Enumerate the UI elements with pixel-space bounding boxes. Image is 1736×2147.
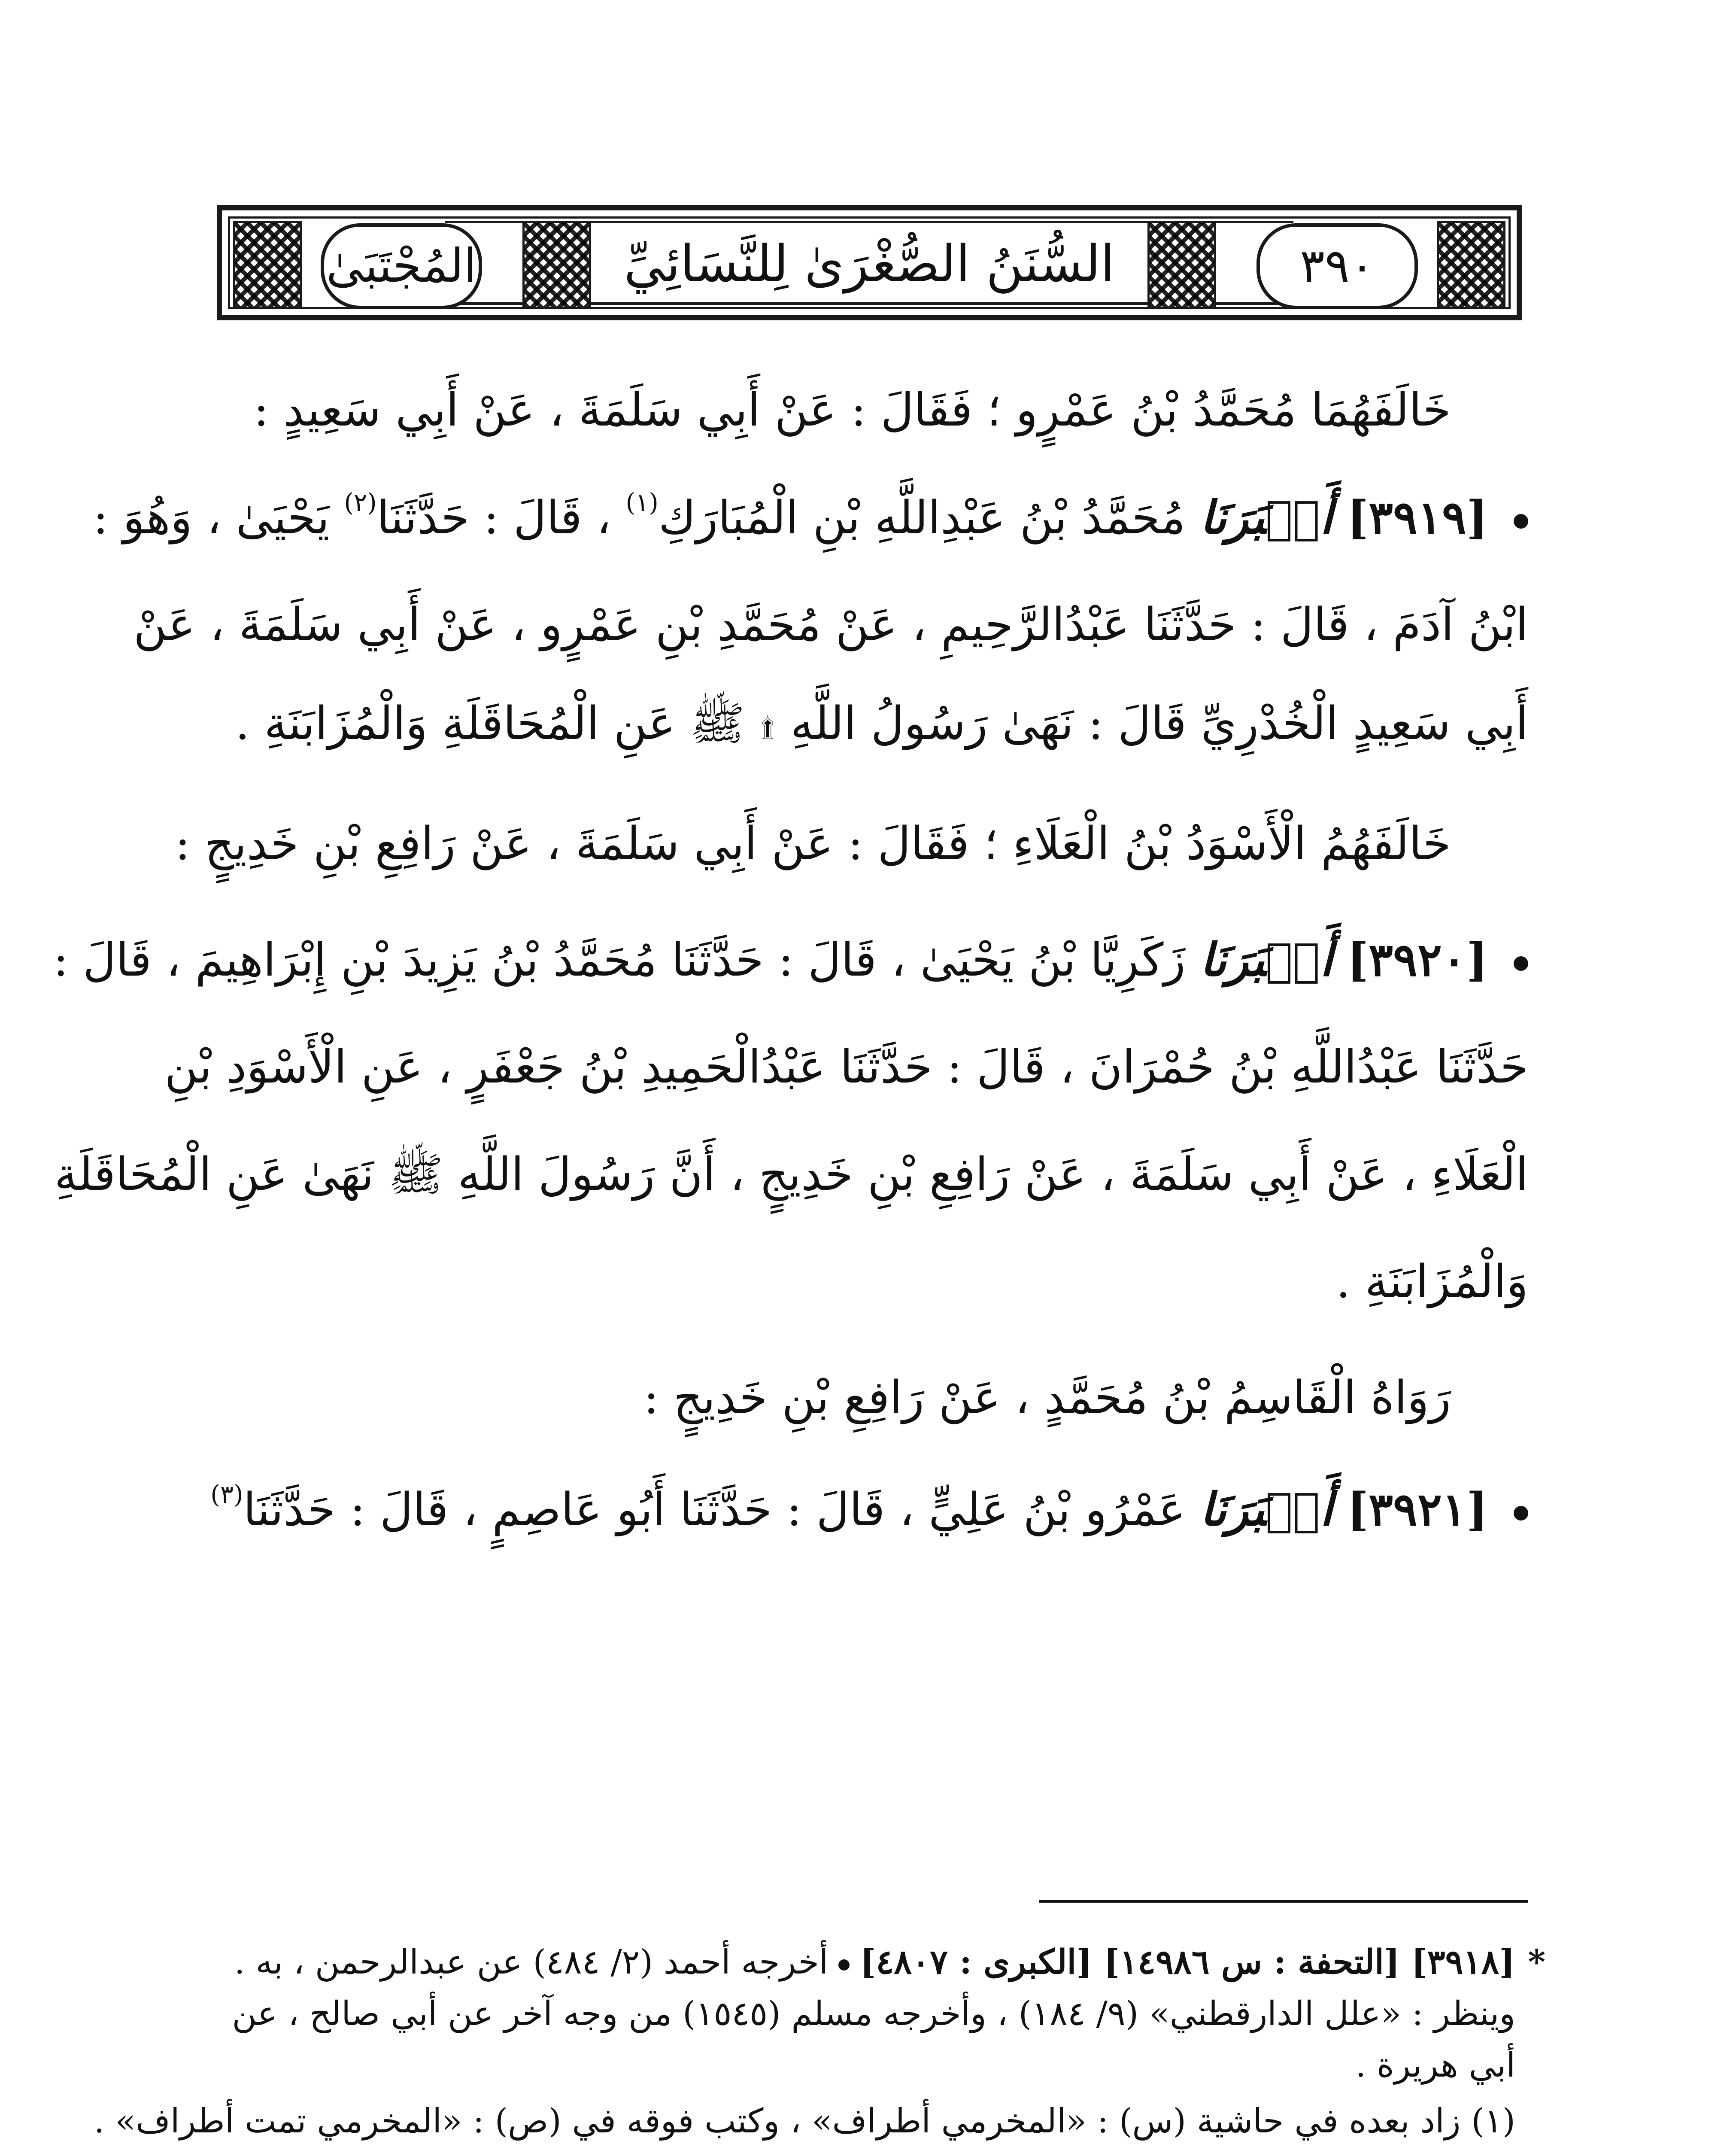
footnote-text: أبي هريرة . [1355, 2046, 1515, 2085]
line-text: وَالْمُزَابَنَةِ . [1336, 1255, 1528, 1308]
line-text: يَحْيَىٰ ، وَهُوَ : [93, 491, 330, 544]
akhbarana: أَخۡبَرَنَا [1200, 1482, 1333, 1536]
line-text: خَالَفَهُمُ الْأَسْوَدُ بْنُ الْعَلَاءِ ؛ فَقَالَ : عَنْ أَبِي سَلَمَةَ ، عَنْ رَافِعِ بْنِ خَدِيجٍ : [175, 817, 1451, 870]
footnote-1 [94, 2100, 1515, 2143]
footnote-text: أخرجه أحمد (٢/ ٤٨٤) عن عبدالرحمن ، به . [234, 1943, 829, 1982]
footnote-line [232, 1992, 1515, 2035]
footnote-marker: (٢) [344, 488, 377, 517]
line-text: زَكَرِيَّا بْنُ يَحْيَىٰ ، قَالَ : حَدَّثَنَا مُحَمَّدُ بْنُ يَزِيدَ بْنِ إِبْرَاهِيمَ ، قَالَ : [53, 934, 1186, 986]
line-text: عَمْرُو بْنُ عَلِيٍّ ، قَالَ : حَدَّثَنَا أَبُو عَاصِمٍ ، قَالَ : حَدَّثَنَا [243, 1483, 1186, 1536]
page-number: ٣٩٠ [1299, 239, 1375, 293]
footnote-line [1355, 2044, 1515, 2087]
footnote-marker: (٣) [210, 1480, 243, 1509]
line-text: خَالَفَهُمَا مُحَمَّدُ بْنُ عَمْرٍو ؛ فَقَالَ : عَنْ أَبِي سَلَمَةَ ، عَنْ أَبِي سَعِيدٍ : [253, 383, 1451, 436]
footnote-marker: (١) [625, 488, 659, 517]
hadith-number: [٣٩١٩] [1347, 490, 1488, 544]
text-line [1336, 1254, 1528, 1310]
hadith-number: [٣٩٢١] [1347, 1482, 1488, 1536]
page-number-cartouche [1256, 223, 1418, 309]
line-text: رَوَاهُ الْقَاسِمُ بْنُ مُحَمَّدٍ ، عَنْ رَافِعِ بْنِ خَدِيجٍ : [643, 1371, 1451, 1424]
text-line [175, 816, 1451, 872]
reference: [٣٩١٨] [التحفة : س ١٤٩٨٦] [الكبرى : ٤٨٠٧] [860, 1943, 1515, 1982]
line-text: أَبِي سَعِيدٍ الْخُدْرِيِّ قَالَ : نَهَىٰ رَسُولُ اللَّهِ ۩ ﷺ عَنِ الْمُحَاقَلَةِ وَالْمُزَابَنَةِ . [235, 697, 1528, 750]
text-line [55, 1146, 1528, 1202]
akhbarana: أَخۡبَرَنَا [1200, 490, 1333, 544]
text-line [235, 696, 1528, 751]
line-text: مُحَمَّدُ بْنُ عَبْدِاللَّهِ بْنِ الْمُبَارَكِ [658, 491, 1186, 544]
running-title: السُّنَنُ الصُّغْرَىٰ لِلنَّسَائِيِّ [624, 234, 1115, 293]
hadith-3921 [210, 1481, 1528, 1538]
bullet [1514, 1506, 1528, 1521]
book-name: المُجْتَبَىٰ [326, 239, 477, 293]
footnote-3918 [234, 1941, 1545, 1984]
hadith-number: [٣٩٢٠] [1347, 933, 1488, 986]
hadith-3920 [53, 932, 1528, 988]
footnote-text: وينظر : «علل الدارقطني» (٩/ ١٨٤) ، وأخرجه مسلم (١٥٤٥) من وجه آخر عن أبي صالح ، عن [232, 1995, 1515, 2033]
text-line [164, 1039, 1528, 1095]
akhbarana: أَخۡبَرَنَا [1200, 933, 1333, 986]
bullet [838, 1959, 850, 1971]
text-line [254, 382, 1451, 438]
bullet [1514, 956, 1528, 971]
footnote-text: (١) زاد بعده في حاشية (س) : «المخرمي أطراف» ، وكتب فوقه في (ص) : «المخرمي تمت أطراف» . [94, 2102, 1515, 2141]
line-text: ، قَالَ : حَدَّثَنَا [376, 491, 611, 544]
line-text: الْعَلَاءِ ، عَنْ أَبِي سَلَمَةَ ، عَنْ رَافِعِ بْنِ خَدِيجٍ ، أَنَّ رَسُولَ اللَّهِ ﷺ نَهَىٰ عَنِ الْمُحَاقَلَةِ [54, 1148, 1528, 1201]
page-header-frame [217, 205, 1522, 320]
star-marker: * [1528, 1943, 1545, 1982]
hadith-3919 [93, 490, 1528, 546]
line-text: ابْنُ آدَمَ ، قَالَ : حَدَّثَنَا عَبْدُالرَّحِيمِ ، عَنْ مُحَمَّدِ بْنِ عَمْرٍو ، عَنْ أَبِي سَلَمَةَ ، عَنْ [133, 598, 1528, 651]
bullet [1514, 514, 1528, 529]
line-text: حَدَّثَنَا عَبْدُاللَّهِ بْنُ حُمْرَانَ ، قَالَ : حَدَّثَنَا عَبْدُالْحَمِيدِ بْنُ جَعْفَرٍ ، عَنِ الْأَسْوَدِ بْنِ [164, 1040, 1528, 1093]
footnote-separator [1039, 1900, 1528, 1903]
text-line [643, 1370, 1451, 1426]
text-line [134, 597, 1528, 653]
